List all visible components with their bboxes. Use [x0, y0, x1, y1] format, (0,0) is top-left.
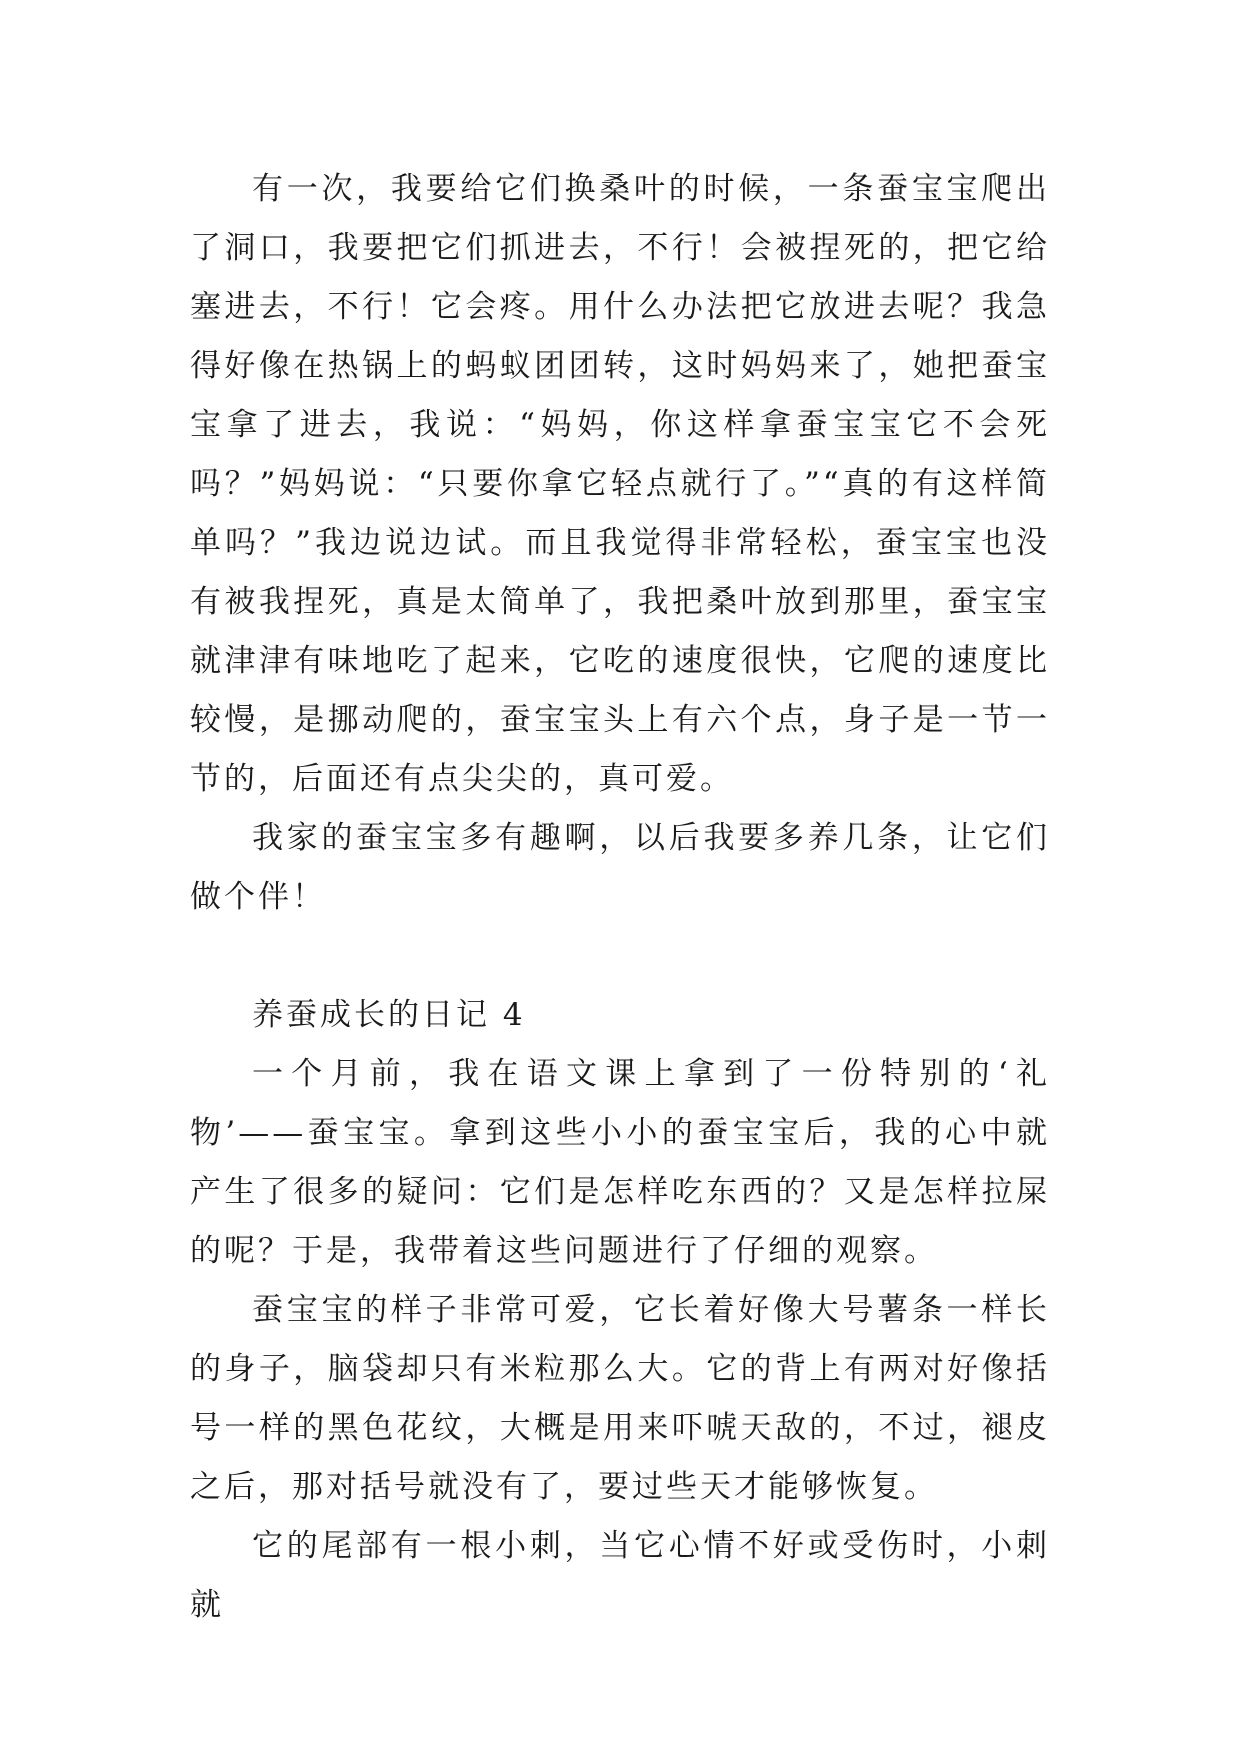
paragraph-appearance: 蚕宝宝的样子非常可爱，它长着好像大号薯条一样长的身子，脑袋却只有米粒那么大。它的背上有两对好像括号一样的黑色花纹，大概是用来吓唬天敌的，不过，褪皮之后，那对括号就没有了，要过些天才能够恢复。 [190, 1292, 1050, 1505]
paragraph-gift: 一个月前，我在语文课上拿到了一份特别的‘礼物’——蚕宝宝。拿到这些小小的蚕宝宝后，我的心中就产生了很多的疑问：它们是怎样吃东西的？又是怎样拉屎的呢？于是，我带着这些问题进行了仔细的观察。 [190, 1056, 1050, 1269]
paragraph-changing-leaves: 有一次，我要给它们换桑叶的时候，一条蚕宝宝爬出了洞口，我要把它们抓进去，不行！会被捏死的，把它给塞进去，不行！它会疼。用什么办法把它放进去呢？我急得好像在热锅上的蚂蚁团团转，这时妈妈来了，她把蚕宝宝拿了进去，我说：“妈妈，你这样拿蚕宝宝它不会死吗？”妈妈说：“只要你拿它轻点就行了。”“真的有这样简单吗？”我边说边试。而且我觉得非常轻松，蚕宝宝也没有被我捏死，真是太简单了，我把桑叶放到那里，蚕宝宝就津津有味地吃了起来，它吃的速度很快，它爬的速度比较慢，是挪动爬的，蚕宝宝头上有六个点，身子是一节一节的，后面还有点尖尖的，真可爱。 [190, 171, 1050, 797]
paragraph-conclusion: 我家的蚕宝宝多有趣啊，以后我要多养几条，让它们做个伴！ [190, 820, 1050, 915]
section-spacer [190, 927, 1050, 986]
document-body [190, 160, 1050, 1635]
paragraph-tail: 它的尾部有一根小刺，当它心情不好或受伤时，小刺就 [190, 1528, 1050, 1623]
section-title: 养蚕成长的日记 4 [252, 997, 526, 1033]
